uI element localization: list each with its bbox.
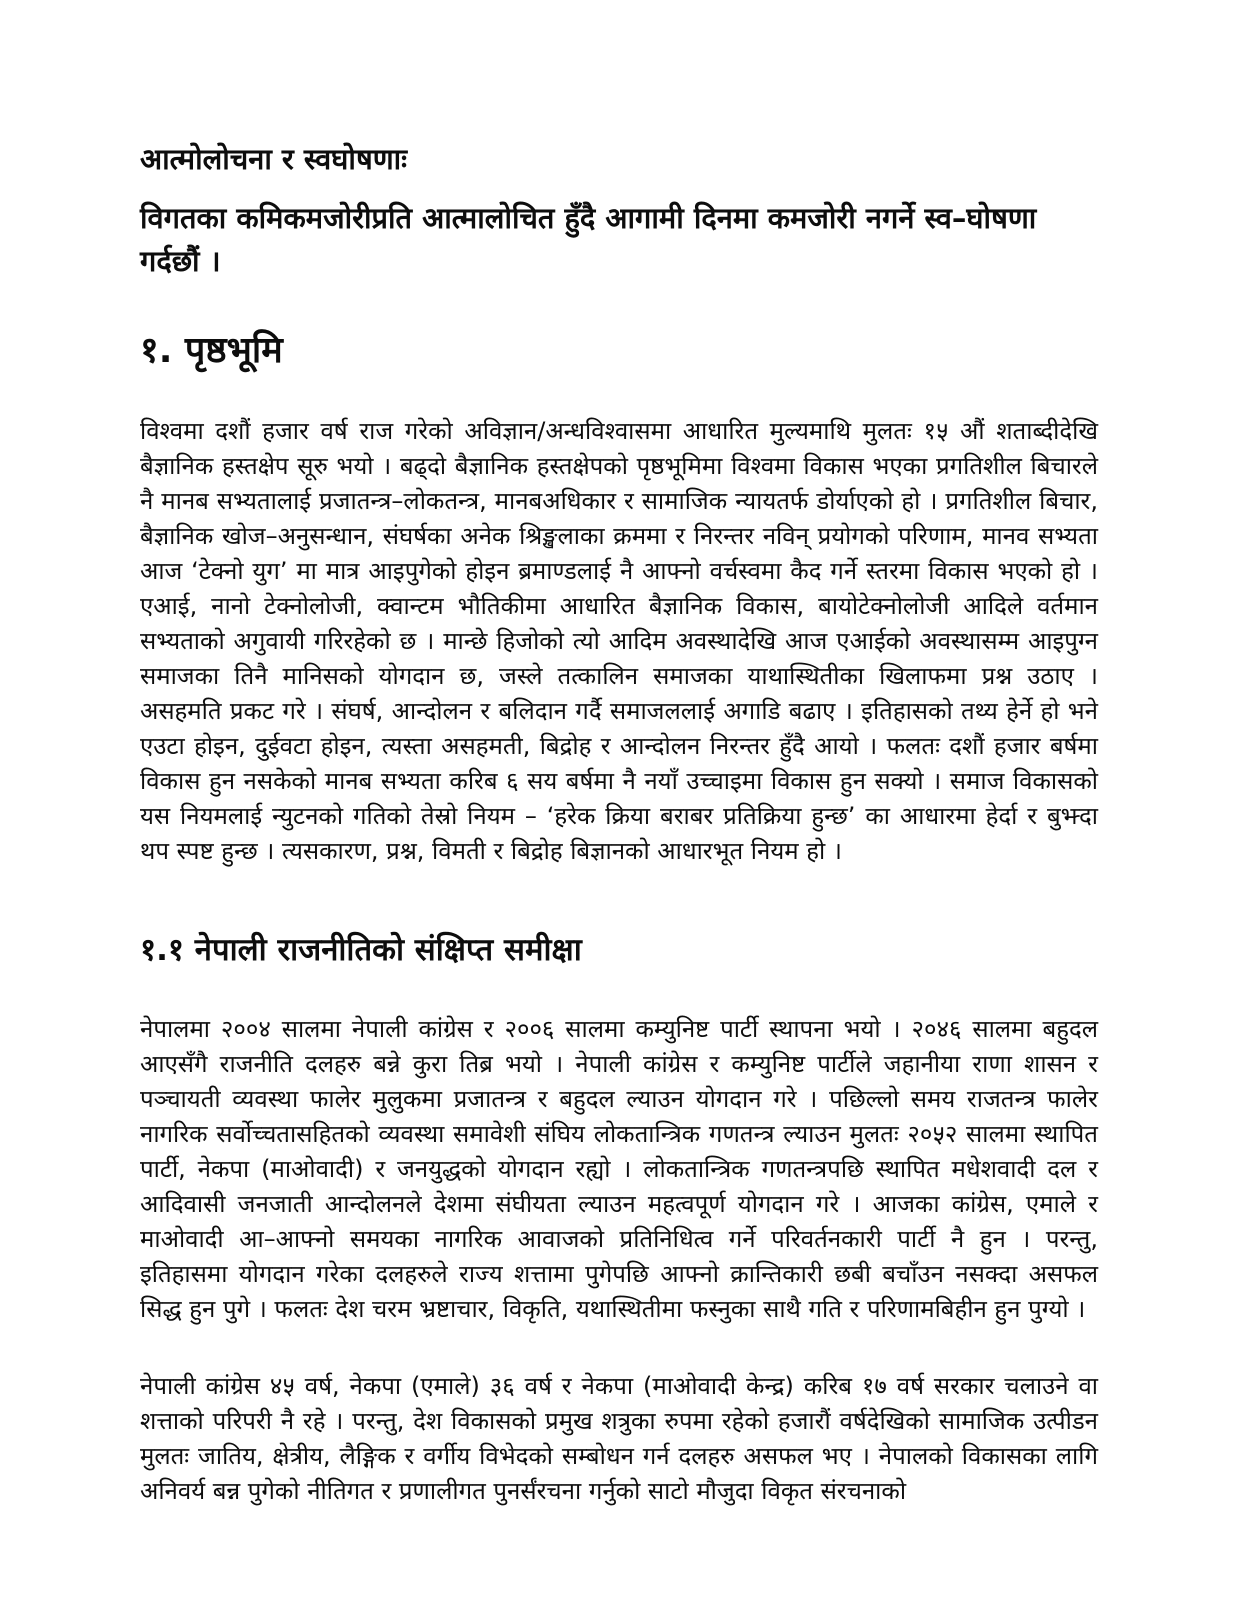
paragraph-background: विश्वमा दशौं हजार वर्ष राज गरेको अविज्ञान/अन्धविश्वासमा आधारित मुल्यमाथि मुलतः १५ औं शताब्दीदेखि बैज्ञानिक हस्तक्षेप सूरु भयो । बढ्दो बैज्ञानिक हस्तक्षेपको पृष्ठभूमिमा विश्वमा विकास भएका प्रगतिशील बिचारले नै मानब सभ्यतालाई प्रजातन्त्र–लोकतन्त्र, मानबअधिकार र सामाजिक न्यायतर्फ डोर्याएको हो । प्रगतिशील बिचार, बैज्ञानिक खोज–अनुसन्धान, संघर्षका अनेक श्रिङ्खलाका क्रममा र निरन्तर नविन् प्रयोगको परिणाम, मानव सभ्यता आज ‘टेक्नो युग’ मा मात्र आइपुगेको होइन ब्रमाण्डलाई नै आफ्नो वर्चस्वमा कैद गर्ने स्तरमा विकास भएको हो । एआई, नानो टेक्नोलोजी, क्वान्टम भौतिकीमा आधारित बैज्ञानिक विकास, बायोटेक्नोलोजी आदिले वर्तमान सभ्यताको अगुवायी गरिरहेको छ । मान्छे हिजोको त्यो आदिम अवस्थादेखि आज एआईको अवस्थासम्म आइपुग्न समाजका तिनै मानिसको योगदान छ, जस्ले तत्कालिन समाजका याथास्थितीका खिलाफमा प्रश्न उठाए । असहमति प्रकट गरे । संघर्ष, आन्दोलन र बलिदान गर्दै समाजललाई अगाडि बढाए । इतिहासको तथ्य हेर्ने हो भने एउटा होइन, दुईवटा होइन, त्यस्ता असहमती, बिद्रोह र आन्दोलन निरन्तर हुँदै आयो । फलतः दशौं हजार बर्षमा विकास हुन नसकेको मानब सभ्यता करिब ६ सय बर्षमा नै नयाँ उच्चाइमा विकास हुन सक्यो । समाज विकासको यस नियमलाई न्युटनको गतिको तेस्रो नियम – ‘हरेक क्रिया बराबर प्रतिक्रिया हुन्छ’ का आधारमा हेर्दा र बुझ्दा थप स्पष्ट हुन्छ । त्यसकारण, प्रश्न, विमती र बिद्रोह बिज्ञानको आधारभूत नियम हो ।: [140, 417, 1098, 866]
paragraph-political-review-2: नेपाली कांग्रेस ४५ वर्ष, नेकपा (एमाले) ३६ वर्ष र नेकपा (माओवादी केन्द्र) करिब १७ वर्ष सरकार चलाउने वा शत्ताको परिपरी नै रहे । परन्तु, देश विकासको प्रमुख शत्रुका रुपमा रहेको हजारौं वर्षदेखिको सामाजिक उत्पीडन मुलतः जातिय, क्षेत्रीय, लैङ्गिक र वर्गीय विभेदको सम्बोधन गर्न दलहरु असफल भए । नेपालको विकासका लागि अनिवर्य बन्न पुगेको नीतिगत र प्रणालीगत पुनर्संरचना गर्नुको साटो मौजुदा विकृत संरचनाको: [140, 1371, 1098, 1505]
page-subtitle: विगतका कमिकमजोरीप्रति आत्मालोचित हुँदै आगामी दिनमा कमजोरी नगर्ने स्व–घोषणा गर्दछौं ।: [140, 201, 1037, 279]
page-title: आत्मोलोचना र स्वघोषणाः: [140, 142, 408, 176]
document-content: [140, 140, 1098, 1509]
section-heading-political-review: १.१ नेपाली राजनीतिको संक्षिप्त समीक्षा: [140, 932, 582, 969]
paragraph-political-review-1: नेपालमा २००४ सालमा नेपाली कांग्रेस र २००६ सालमा कम्युनिष्ट पार्टी स्थापना भयो । २०४६ सालमा बहुदल आएसँगै राजनीति दलहरु बन्ने कुरा तिब्र भयो । नेपाली कांग्रेस र कम्युनिष्ट पार्टीले जहानीया राणा शासन र पञ्चायती व्यवस्था फालेर मुलुकमा प्रजातन्त्र र बहुदल ल्याउन योगदान गरे । पछिल्लो समय राजतन्त्र फालेर नागरिक सर्वोच्चतासहितको व्यवस्था समावेशी संघिय लोकतान्त्रिक गणतन्त्र ल्याउन मुलतः २०५२ सालमा स्थापित पार्टी, नेकपा (माओवादी) र जनयुद्धको योगदान रह्यो । लोकतान्त्रिक गणतन्त्रपछि स्थापित मधेशवादी दल र आदिवासी जनजाती आन्दोलनले देशमा संघीयता ल्याउन महत्वपूर्ण योगदान गरे । आजका कांग्रेस, एमाले र माओवादी आ–आफ्नो समयका नागरिक आवाजको प्रतिनिधित्व गर्ने परिवर्तनकारी पार्टी नै हुन । परन्तु, इतिहासमा योगदान गरेका दलहरुले राज्य शत्तामा पुगेपछि आफ्नो क्रान्तिकारी छबी बचाँउन नसक्दा असफल सिद्ध हुन पुगे । फलतः देश चरम भ्रष्टाचार, विकृति, यथास्थितीमा फस्नुका साथै गति र परिणामबिहीन हुन पुग्यो ।: [140, 1014, 1098, 1323]
section-heading-background: १. पृष्ठभूमि: [140, 329, 283, 371]
